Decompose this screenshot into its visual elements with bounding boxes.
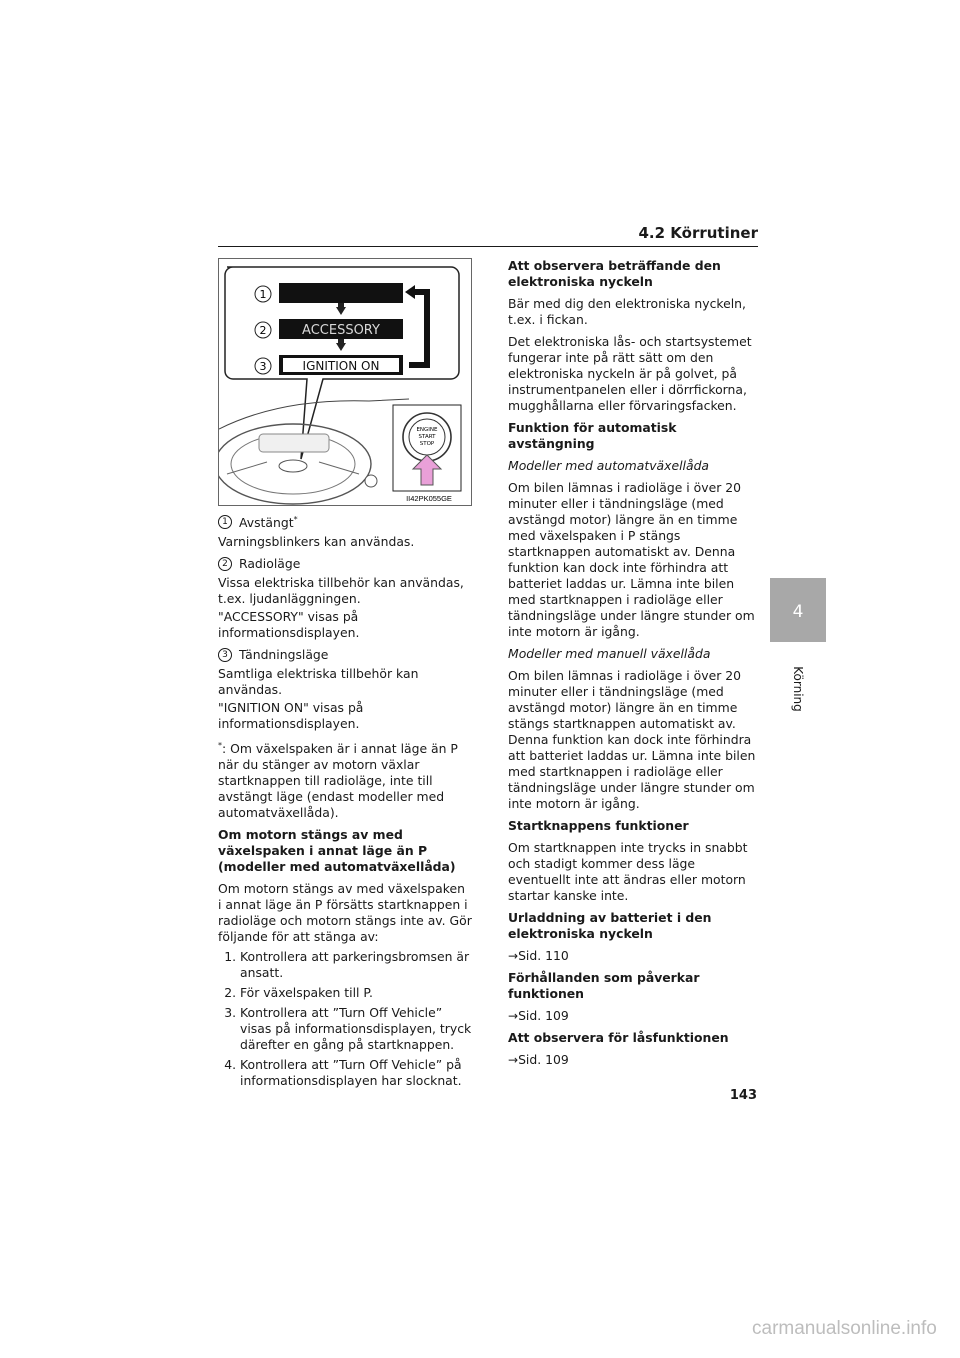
state-3-label: IGNITION ON [302,359,380,373]
arrow-stem-2 [338,339,344,344]
small-knob [365,475,377,487]
section-header [218,222,758,247]
state-3-num: 3 [259,360,267,373]
steps-list [218,949,472,1089]
left-column [218,512,472,1095]
wheel-spoke-right [319,462,359,474]
chapter-label-wrap [788,652,808,732]
start-button-figure [218,258,472,506]
para-auto-off-2: Om bilen lämnas i radioläge i över 20 minuter eller i tändningsläge (med avstängd motor) längre än en timme stängs startknappen automatiskt av. Denna funktion kan dock inte förhindra att batteriet laddas ur. Lämna inte bilen med startknappen i radioläge eller tändningsläge under längre stunder om inte motorn är igång. [508,668,756,811]
wheel-logo [279,460,307,472]
heading-gear-not-p: Om motorn stängs av med växelspaken i annat läge än P (modeller med automatväxellåda) [218,827,456,875]
legend-desc-2: Vissa elektriska tillbehör kan användas, t.ex. ljudanläggningen. [218,575,464,607]
wheel-spoke-left [227,462,267,474]
figure-illustration [219,259,471,505]
chapter-number: 4 [792,602,804,622]
heading-lock: Att observera för låsfunktionen [508,1030,729,1045]
heading-conditions: Förhållanden som påverkar funktionen [508,970,700,1001]
heading-auto-off: Funktion för automatisk avstängning [508,420,677,451]
state-2-label: ACCESSORY [302,323,380,338]
button-text-3: STOP [419,441,435,447]
ref-conditions[interactable]: →Sid. 109 [508,1008,569,1023]
para-auto-off-1: Om bilen lämnas i radioläge i över 20 minuter eller i tändningsläge (med avstängd motor) längre än en timme med växelspaken i P stängs startknappen automatiskt av. Denna funktion kan dock inte förhindra att batteriet laddas ur. Lämna inte bilen med startknappen i radioläge eller tändningsläge under längre stunder om inte motorn är igång. [508,480,755,639]
para-button: Om startknappen inte trycks in snabbt och stadigt kommer dess läge eventuellt inte att ändras eller motorn startar kanske inte. [508,840,748,903]
step-item: 1. Kontrollera att parkeringsbromsen är ansatt. [240,949,472,981]
state-2-num: 2 [259,324,267,337]
arrow-stem [338,303,344,308]
step-item: 3. Kontrollera att ”Turn Off Vehicle” visas på informationsdisplayen, tryck därefter en gång på startknappen. [240,1005,472,1053]
legend-title-2: Radioläge [239,556,301,572]
arrow-right-icon: → [508,1009,519,1023]
legend-desc-3b: "IGNITION ON" visas på informationsdisplayen. [218,700,364,732]
heading-battery: Urladdning av batteriet i den elektroniska nyckeln [508,910,712,941]
arrow-right-icon: → [508,1053,519,1067]
section-title: 4.2 Körrutiner [638,224,758,242]
legend-desc-2b: "ACCESSORY" visas på informationsdisplayen. [218,609,360,641]
instrument-cluster [259,434,329,452]
subheading-manual: Modeller med manuell växellåda [508,646,711,661]
legend-item-3 [218,647,472,663]
intro-text: Om motorn stängs av med växelspaken i annat läge än P försätts startknappen i radioläge och motorn stängs inte av. Gör följande för att stänga av: [218,881,472,945]
heading-key-note: Att observera beträffande den elektroniska nyckeln [508,258,721,289]
state-1-bar [279,283,403,303]
arrow-right-icon: → [508,949,519,963]
button-text-2: START [418,434,436,440]
subheading-automatic: Modeller med automatväxellåda [508,458,710,473]
legend-desc-3: Samtliga elektriska tillbehör kan användas. [218,666,419,698]
chapter-label: Körning [791,666,805,712]
chapter-tab [770,578,826,642]
legend-num-3: 3 [218,648,232,662]
legend-desc-1: Varningsblinkers kan användas. [218,534,415,550]
figure-code: II42PK055GE [406,494,452,503]
right-column [508,258,758,1074]
footnote: *: Om växelspaken är i annat läge än P när du stänger av motorn växlar startknappen till radioläge, inte till avstängt läge (endast modeller med automatväxellåda). [218,741,458,821]
watermark: carmanualsonline.info [752,1318,937,1339]
step-item: 4. Kontrollera att ”Turn Off Vehicle” på informationsdisplayen har slocknat. [240,1057,472,1089]
legend-title-3: Tändningsläge [239,647,329,663]
legend-title-1: Avstängt* [239,515,298,531]
page-number: 143 [729,1088,757,1103]
ref-lock[interactable]: →Sid. 109 [508,1052,569,1067]
para-key-2: Det elektroniska lås- och startsystemet fungerar inte på rätt sätt om den elektroniska nyckeln är på golvet, på instrumentpanelen eller i dörrfickorna, mugghållarna eller förvaringsfacken. [508,334,752,413]
para-key-1: Bär med dig den elektroniska nyckeln, t.ex. i fickan. [508,296,746,327]
heading-button-functions: Startknappens funktioner [508,818,689,833]
button-text-1: ENGINE [416,427,438,433]
legend-item-2 [218,556,472,572]
state-1-num: 1 [259,288,267,301]
ref-battery[interactable]: →Sid. 110 [508,948,569,963]
legend-num-2: 2 [218,557,232,571]
legend-item-1 [218,512,472,531]
step-item: 2. För växelspaken till P. [240,985,472,1001]
legend-num-1: 1 [218,515,232,529]
